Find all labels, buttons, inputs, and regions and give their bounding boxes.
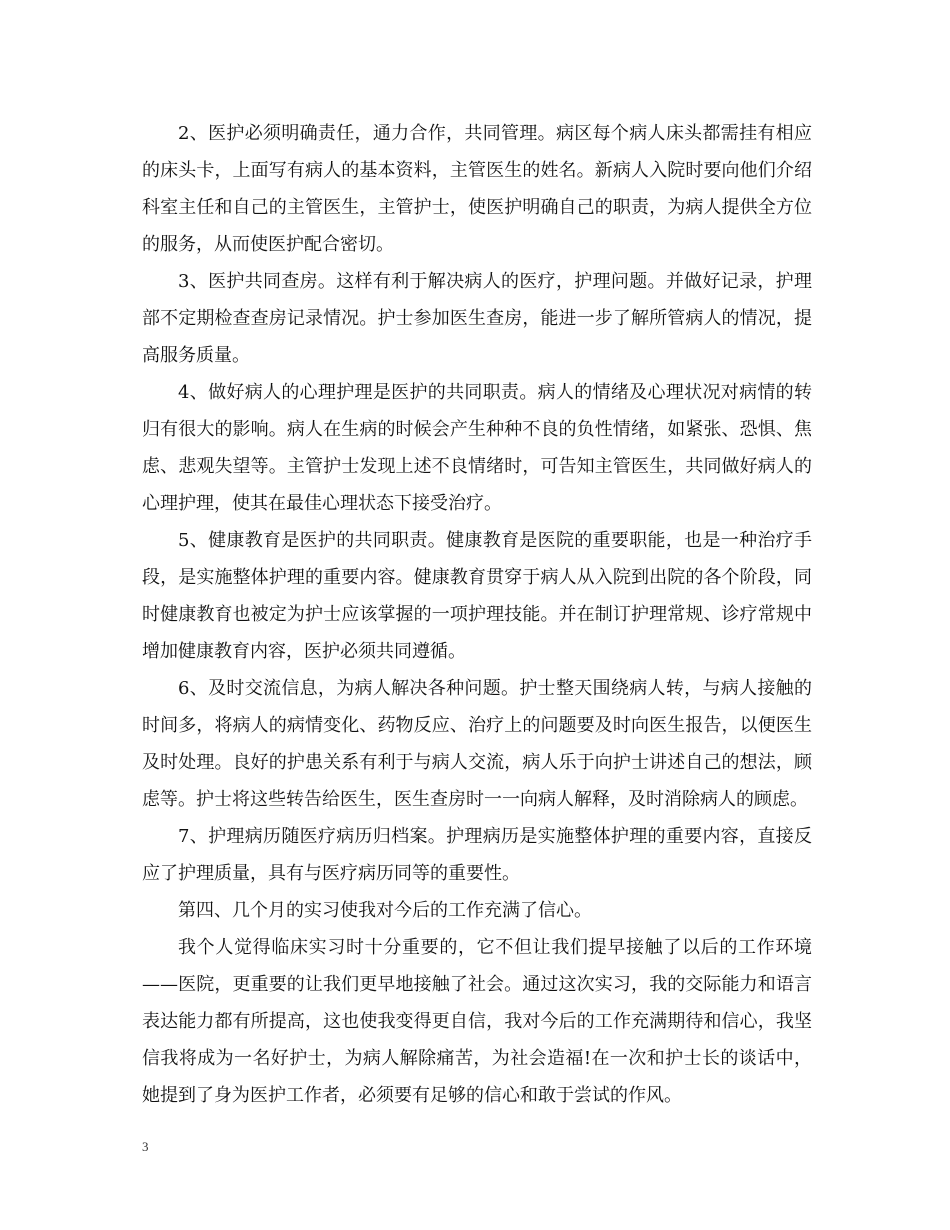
paragraph-item-6: 6、及时交流信息，为病人解决各种问题。护士整天围绕病人转，与病人接触的时间多，将病人的病情变化、药物反应、治疗上的问题要及时向医生报告，以便医生及时处理。良好的护患关系有利于与病人交流，病人乐于向护士讲述自己的想法，顾虑等。护士将这些转告给医生，医生查房时一一向病人解释，及时消除病人的顾虑。	[142, 678, 812, 810]
page-number: 3	[142, 1139, 149, 1154]
paragraph-item-3: 3、医护共同查房。这样有利于解决病人的医疗，护理问题。并做好记录，护理部不定期检查查房记录情况。护士参加医生查房，能进一步了解所管病人的情况，提高服务质量。	[142, 271, 812, 366]
paragraph-item-7: 7、护理病历随医疗病历归档案。护理病历是实施整体护理的重要内容，直接反应了护理质量，具有与医疗病历同等的重要性。	[142, 826, 812, 884]
section-heading-fourth: 第四、几个月的实习使我对今后的工作充满了信心。	[178, 900, 592, 921]
paragraph-conclusion: 我个人觉得临床实习时十分重要的，它不但让我们提早接触了以后的工作环境——医院，更重要的让我们更早地接触了社会。通过这次实习，我的交际能力和语言表达能力都有所提高，这也使我变得更自信，我对今后的工作充满期待和信心，我坚信我将成为一名好护士，为病人解除痛苦，为社会造福!在一次和护士长的谈话中，她提到了身为医护工作者，必须要有足够的信心和敢于尝试的作风。	[142, 937, 812, 1106]
paragraph-item-2: 2、医护必须明确责任，通力合作，共同管理。病区每个病人床头都需挂有相应的床头卡，上面写有病人的基本资料，主管医生的姓名。新病人入院时要向他们介绍科室主任和自己的主管医生，主管护士，使医护明确自己的职责，为病人提供全方位的服务，从而使医护配合密切。	[142, 123, 812, 255]
document-body	[142, 115, 812, 1114]
paragraph-item-4: 4、做好病人的心理护理是医护的共同职责。病人的情绪及心理状况对病情的转归有很大的影响。病人在生病的时候会产生种种不良的负性情绪，如紧张、恐惧、焦虑、悲观失望等。主管护士发现上述不良情绪时，可告知主管医生，共同做好病人的心理护理，使其在最佳心理状态下接受治疗。	[142, 382, 812, 514]
paragraph-item-5: 5、健康教育是医护的共同职责。健康教育是医院的重要职能，也是一种治疗手段，是实施整体护理的重要内容。健康教育贯穿于病人从入院到出院的各个阶段，同时健康教育也被定为护士应该掌握的一项护理技能。并在制订护理常规、诊疗常规中增加健康教育内容，医护必须共同遵循。	[142, 530, 812, 662]
